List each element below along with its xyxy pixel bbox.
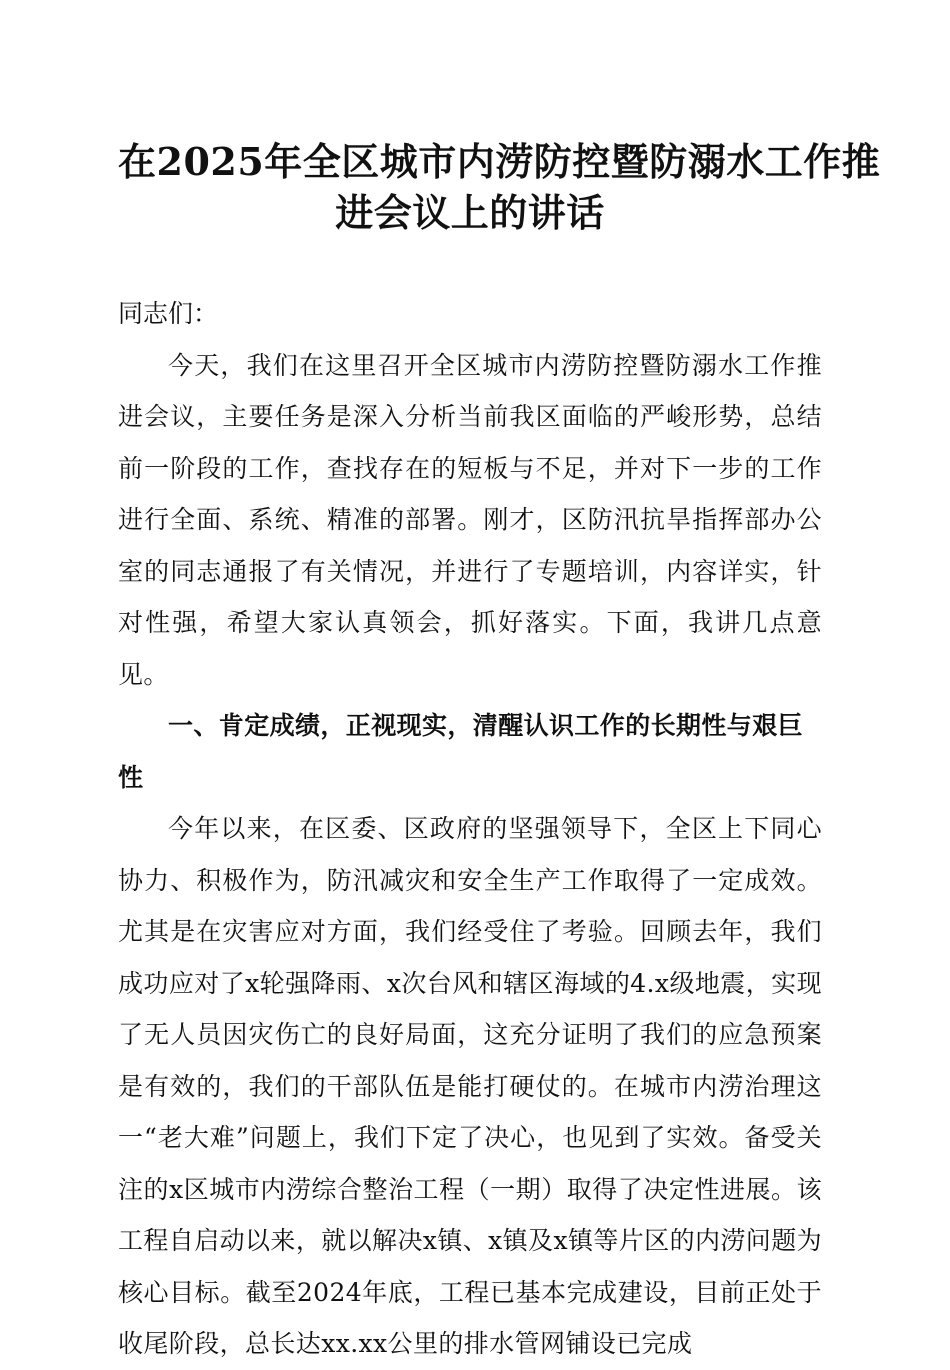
paragraph-achievements: 今年以来，在区委、区政府的坚强领导下，全区上下同心协力、积极作为，防汛减灾和安全生产工作取得了一定成效。尤其是在灾害应对方面，我们经受住了考验。回顾去年，我们成功应对了x轮强降雨、x次台风和辖区海域的4.x级地震，实现了无人员因灾伤亡的良好局面，这充分证明了我们的应急预案是有效的，我们的干部队伍是能打硬仗的。在城市内涝治理这一“老大难”问题上，我们下定了决心，也见到了实效。备受关注的x区城市内涝综合整治工程（一期）取得了决定性进展。该工程自启动以来，就以解决x镇、x镇及x镇等片区的内涝问题为核心目标。截至2024年底，工程已基本完成建设，目前正处于收尾阶段，总长达xx.xx公里的排水管网铺设已完成 [118, 814, 822, 1358]
paragraph-intro: 今天，我们在这里召开全区城市内涝防控暨防溺水工作推进会议，主要任务是深入分析当前我区面临的严峻形势，总结前一阶段的工作，查找存在的短板与不足，并对下一步的工作进行全面、系统、精准的部署。刚才，区防汛抗旱指挥部办公室的同志通报了有关情况，并进行了专题培训，内容详实，针对性强，希望大家认真领会，抓好落实。下面，我讲几点意见。 [118, 350, 822, 689]
salutation: 同志们： [118, 299, 219, 328]
section-heading-1: 一、肯定成绩，正视现实，清醒认识工作的长期性与艰巨性 [118, 711, 804, 792]
title-line-2: 进会议上的讲话 [335, 190, 605, 235]
document-title [118, 136, 881, 238]
document-body [118, 288, 822, 1370]
title-line-1: 在2025年全区城市内涝防控暨防溺水工作推 [118, 139, 881, 184]
